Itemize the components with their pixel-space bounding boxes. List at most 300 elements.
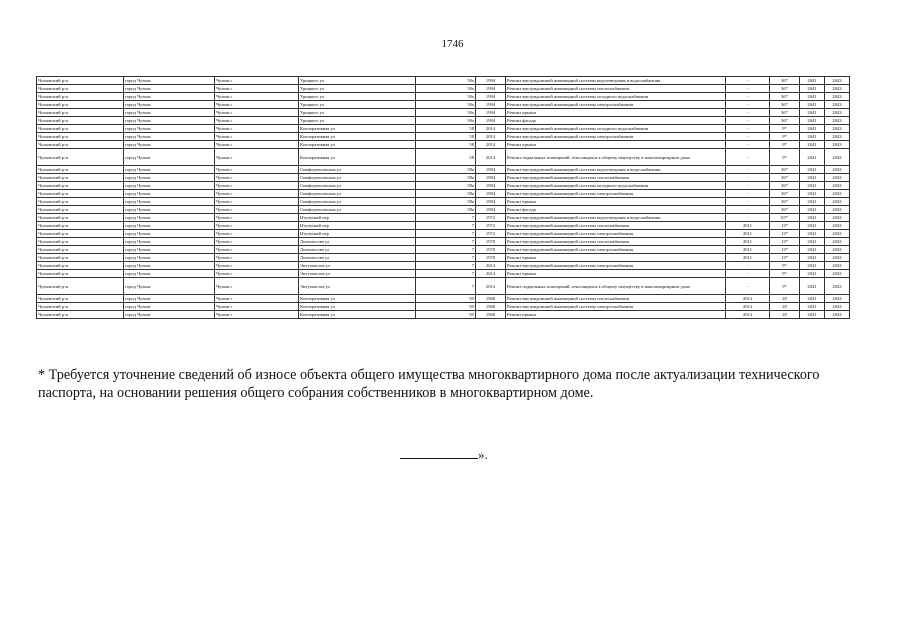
locality-cell: Чулым г [215,246,299,254]
locality-cell: Чулым г [215,222,299,230]
prev-repair-year-cell: - [726,198,770,206]
table-row [37,238,850,246]
period-end-cell: 2043 [825,222,850,230]
table-row [37,230,850,238]
wear-cell: 36* [770,77,800,85]
work-cell: Ремонт внутридомовой инженерной системы теплоснабжения [506,238,726,246]
work-cell: Ремонт внутридомовой инженерной системы электроснабжения [506,101,726,109]
street-cell: Урицкого ул [299,117,416,125]
table-row [37,182,850,190]
period-start-cell: 2041 [800,270,825,278]
locality-cell: Чулым г [215,303,299,311]
street-cell: Энтузиастов ул [299,278,416,295]
period-start-cell: 2041 [800,125,825,133]
street-cell: Урицкого ул [299,109,416,117]
period-end-cell: 2043 [825,311,850,319]
house-cell: 50а [416,109,476,117]
work-cell: Ремонт подвальных помещений, относящихся к общему имуществу в многоквартирном доме [506,149,726,166]
prev-repair-year-cell: - [726,149,770,166]
period-start-cell: 2041 [800,214,825,222]
period-start-cell: 2041 [800,109,825,117]
wear-cell: 36* [770,85,800,93]
street-cell: Урицкого ул [299,77,416,85]
work-cell: Ремонт внутридомовой инженерной системы водоотведения и водоснабжения [506,214,726,222]
settlement-cell: город Чулым [124,206,215,214]
prev-repair-year-cell: - [726,117,770,125]
period-end-cell: 2043 [825,85,850,93]
house-cell: 58 [416,149,476,166]
period-start-cell: 2041 [800,190,825,198]
wear-cell: 9* [770,278,800,295]
locality-cell: Чулым г [215,101,299,109]
period-start-cell: 2041 [800,222,825,230]
settlement-cell: город Чулым [124,174,215,182]
prev-repair-year-cell: - [726,214,770,222]
house-cell: 50а [416,77,476,85]
period-end-cell: 2043 [825,77,850,85]
year-cell: 1968 [476,295,506,303]
year-cell: 1972 [476,230,506,238]
house-cell: 58а [416,198,476,206]
settlement-cell: город Чулым [124,295,215,303]
locality-cell: Чулым г [215,133,299,141]
table-row [37,141,850,149]
district-cell: Чулымский р-н [37,295,124,303]
house-cell: 50а [416,85,476,93]
street-cell: Ломоносова ул [299,238,416,246]
district-cell: Чулымский р-н [37,109,124,117]
year-cell: 1994 [476,190,506,198]
locality-cell: Чулым г [215,85,299,93]
period-start-cell: 2041 [800,278,825,295]
work-cell: Ремонт крыши [506,254,726,262]
work-cell: Ремонт фасада [506,117,726,125]
house-cell: 7 [416,222,476,230]
footnote: * Требуется уточнение сведений об износе объекта общего имущества многоквартирного дома после актуализации технического паспорта, на основании решения общего собрания собственников в многоквартирном доме. [38,367,820,401]
district-cell: Чулымский р-н [37,182,124,190]
street-cell: Итульский пер [299,230,416,238]
period-end-cell: 2043 [825,141,850,149]
prev-repair-year-cell: - [726,206,770,214]
work-cell: Ремонт фасада [506,206,726,214]
table-row [37,190,850,198]
locality-cell: Чулым г [215,295,299,303]
period-start-cell: 2041 [800,206,825,214]
prev-repair-year-cell: - [726,182,770,190]
prev-repair-year-cell: - [726,133,770,141]
period-start-cell: 2041 [800,141,825,149]
settlement-cell: город Чулым [124,238,215,246]
work-cell: Ремонт внутридомовой инженерной системы теплоснабжения [506,85,726,93]
street-cell: Итульский пер [299,222,416,230]
table-row [37,93,850,101]
settlement-cell: город Чулым [124,311,215,319]
prev-repair-year-cell: - [726,125,770,133]
capital-repair-table [36,76,849,319]
table-row [37,206,850,214]
street-cell: Энтузиастов ул [299,270,416,278]
wear-cell: 9* [770,125,800,133]
street-cell: Симферопольская ул [299,190,416,198]
table-row [37,149,850,166]
wear-cell: 9* [770,270,800,278]
table-row [37,254,850,262]
period-end-cell: 2043 [825,238,850,246]
year-cell: 1994 [476,77,506,85]
district-cell: Чулымский р-н [37,214,124,222]
year-cell: 2014 [476,133,506,141]
house-cell: 58а [416,190,476,198]
period-end-cell: 2043 [825,303,850,311]
locality-cell: Чулым г [215,77,299,85]
prev-repair-year-cell: - [726,174,770,182]
table-row [37,295,850,303]
work-cell: Ремонт внутридомовой инженерной системы водоотведения и водоснабжения [506,77,726,85]
year-cell: 2014 [476,125,506,133]
wear-cell: 36* [770,93,800,101]
locality-cell: Чулым г [215,238,299,246]
house-cell: 50а [416,101,476,109]
period-end-cell: 2043 [825,262,850,270]
year-cell: 1994 [476,117,506,125]
district-cell: Чулымский р-н [37,303,124,311]
work-cell: Ремонт крыши [506,141,726,149]
district-cell: Чулымский р-н [37,166,124,174]
settlement-cell: город Чулым [124,214,215,222]
wear-cell: 28 [770,303,800,311]
wear-cell: 65* [770,214,800,222]
work-cell: Ремонт внутридомовой инженерной системы электроснабжения [506,246,726,254]
locality-cell: Чулым г [215,141,299,149]
year-cell: 1994 [476,109,506,117]
year-cell: 1972 [476,214,506,222]
settlement-cell: город Чулым [124,133,215,141]
prev-repair-year-cell: 2011 [726,222,770,230]
period-end-cell: 2043 [825,174,850,182]
locality-cell: Чулым г [215,262,299,270]
work-cell: Ремонт внутридомовой инженерной системы теплоснабжения [506,174,726,182]
locality-cell: Чулым г [215,117,299,125]
settlement-cell: город Чулым [124,230,215,238]
year-cell: 1994 [476,206,506,214]
wear-cell: 9* [770,133,800,141]
street-cell: Симферопольская ул [299,166,416,174]
settlement-cell: город Чулым [124,182,215,190]
work-cell: Ремонт внутридомовой инженерной системы холодного водоснабжения [506,125,726,133]
street-cell: Кооперативная ул [299,125,416,133]
year-cell: 2014 [476,149,506,166]
prev-repair-year-cell: - [726,141,770,149]
page-number: 1746 [441,38,464,50]
wear-cell: 13* [770,222,800,230]
street-cell: Симферопольская ул [299,198,416,206]
wear-cell: 13* [770,246,800,254]
year-cell: 2014 [476,270,506,278]
settlement-cell: город Чулым [124,222,215,230]
period-start-cell: 2041 [800,85,825,93]
period-start-cell: 2041 [800,117,825,125]
wear-cell: 9* [770,262,800,270]
prev-repair-year-cell: - [726,93,770,101]
house-cell: 58а [416,182,476,190]
prev-repair-year-cell: 2011 [726,238,770,246]
settlement-cell: город Чулым [124,278,215,295]
house-cell: 58а [416,174,476,182]
settlement-cell: город Чулым [124,109,215,117]
year-cell: 2014 [476,262,506,270]
wear-cell: 9* [770,149,800,166]
house-cell: 58а [416,166,476,174]
locality-cell: Чулым г [215,182,299,190]
street-cell: Урицкого ул [299,93,416,101]
prev-repair-year-cell: 2011 [726,246,770,254]
prev-repair-year-cell: - [726,77,770,85]
house-cell: 7 [416,254,476,262]
period-end-cell: 2043 [825,230,850,238]
prev-repair-year-cell: - [726,166,770,174]
wear-cell: 36* [770,190,800,198]
period-start-cell: 2041 [800,303,825,311]
prev-repair-year-cell: - [726,101,770,109]
period-start-cell: 2041 [800,149,825,166]
work-cell: Ремонт внутридомовой инженерной системы теплоснабжения [506,295,726,303]
wear-cell: 13* [770,230,800,238]
district-cell: Чулымский р-н [37,190,124,198]
period-end-cell: 2043 [825,93,850,101]
closing-mark: ». [478,447,488,462]
house-cell: 7 [416,214,476,222]
prev-repair-year-cell: - [726,190,770,198]
district-cell: Чулымский р-н [37,222,124,230]
period-start-cell: 2041 [800,311,825,319]
wear-cell: 28 [770,295,800,303]
period-start-cell: 2041 [800,230,825,238]
work-cell: Ремонт крыши [506,270,726,278]
work-cell: Ремонт внутридомовой инженерной системы электроснабжения [506,303,726,311]
locality-cell: Чулым г [215,270,299,278]
house-cell: 85 [416,295,476,303]
year-cell: 2014 [476,141,506,149]
wear-cell: 9* [770,141,800,149]
period-start-cell: 2041 [800,174,825,182]
settlement-cell: город Чулым [124,93,215,101]
house-cell: 7 [416,262,476,270]
table-row [37,198,850,206]
wear-cell: 36* [770,174,800,182]
period-start-cell: 2041 [800,254,825,262]
locality-cell: Чулым г [215,190,299,198]
period-end-cell: 2043 [825,149,850,166]
street-cell: Кооперативная ул [299,141,416,149]
street-cell: Ломоносова ул [299,246,416,254]
work-cell: Ремонт крыши [506,198,726,206]
wear-cell: 13* [770,254,800,262]
year-cell: 1994 [476,93,506,101]
locality-cell: Чулым г [215,149,299,166]
table-row [37,174,850,182]
district-cell: Чулымский р-н [37,174,124,182]
district-cell: Чулымский р-н [37,117,124,125]
wear-cell: 36* [770,206,800,214]
district-cell: Чулымский р-н [37,206,124,214]
work-cell: Ремонт внутридомовой инженерной системы электроснабжения [506,133,726,141]
work-cell: Ремонт внутридомовой инженерной системы теплоснабжения [506,222,726,230]
house-cell: 58 [416,125,476,133]
settlement-cell: город Чулым [124,262,215,270]
settlement-cell: город Чулым [124,166,215,174]
locality-cell: Чулым г [215,125,299,133]
table-row [37,85,850,93]
street-cell: Симферопольская ул [299,182,416,190]
district-cell: Чулымский р-н [37,246,124,254]
locality-cell: Чулым г [215,93,299,101]
period-start-cell: 2041 [800,101,825,109]
period-end-cell: 2043 [825,206,850,214]
locality-cell: Чулым г [215,311,299,319]
district-cell: Чулымский р-н [37,141,124,149]
period-start-cell: 2041 [800,198,825,206]
locality-cell: Чулым г [215,206,299,214]
settlement-cell: город Чулым [124,190,215,198]
prev-repair-year-cell: - [726,85,770,93]
closing-line [400,446,488,463]
period-start-cell: 2041 [800,246,825,254]
prev-repair-year-cell: 2011 [726,230,770,238]
district-cell: Чулымский р-н [37,311,124,319]
street-cell: Симферопольская ул [299,206,416,214]
house-cell: 7 [416,246,476,254]
period-start-cell: 2041 [800,166,825,174]
prev-repair-year-cell: 2013 [726,311,770,319]
period-end-cell: 2043 [825,182,850,190]
locality-cell: Чулым г [215,198,299,206]
district-cell: Чулымский р-н [37,149,124,166]
house-cell: 58 [416,141,476,149]
street-cell: Кооперативная ул [299,303,416,311]
locality-cell: Чулым г [215,109,299,117]
settlement-cell: город Чулым [124,141,215,149]
street-cell: Итульский пер [299,214,416,222]
house-cell: 58 [416,133,476,141]
period-end-cell: 2043 [825,133,850,141]
year-cell: 1994 [476,174,506,182]
year-cell: 2014 [476,278,506,295]
period-start-cell: 2041 [800,238,825,246]
table-body [37,77,850,319]
period-end-cell: 2043 [825,166,850,174]
district-cell: Чулымский р-н [37,238,124,246]
table-row [37,262,850,270]
table-row [37,101,850,109]
year-cell: 1972 [476,222,506,230]
table-row [37,125,850,133]
locality-cell: Чулым г [215,174,299,182]
period-end-cell: 2043 [825,214,850,222]
period-end-cell: 2043 [825,198,850,206]
wear-cell: 28 [770,311,800,319]
district-cell: Чулымский р-н [37,77,124,85]
locality-cell: Чулым г [215,230,299,238]
table-row [37,117,850,125]
wear-cell: 36* [770,117,800,125]
period-end-cell: 2043 [825,295,850,303]
year-cell: 1970 [476,246,506,254]
period-end-cell: 2043 [825,117,850,125]
table-row [37,270,850,278]
period-end-cell: 2043 [825,246,850,254]
wear-cell: 13* [770,238,800,246]
locality-cell: Чулым г [215,278,299,295]
work-cell: Ремонт крыши [506,311,726,319]
table-row [37,214,850,222]
year-cell: 1994 [476,85,506,93]
house-cell: 85 [416,311,476,319]
street-cell: Кооперативная ул [299,149,416,166]
locality-cell: Чулым г [215,214,299,222]
street-cell: Энтузиастов ул [299,262,416,270]
district-cell: Чулымский р-н [37,278,124,295]
work-cell: Ремонт подвальных помещений, относящихся к общему имуществу в многоквартирном доме [506,278,726,295]
year-cell: 1994 [476,166,506,174]
settlement-cell: город Чулым [124,270,215,278]
period-end-cell: 2043 [825,254,850,262]
locality-cell: Чулым г [215,254,299,262]
table-row [37,109,850,117]
street-cell: Кооперативная ул [299,295,416,303]
house-cell: 85 [416,303,476,311]
wear-cell: 36* [770,101,800,109]
work-cell: Ремонт внутридомовой инженерной системы холодного водоснабжения [506,93,726,101]
settlement-cell: город Чулым [124,125,215,133]
wear-cell: 36* [770,198,800,206]
district-cell: Чулымский р-н [37,262,124,270]
house-cell: 58а [416,206,476,214]
table-row [37,303,850,311]
street-cell: Кооперативная ул [299,311,416,319]
district-cell: Чулымский р-н [37,93,124,101]
street-cell: Кооперативная ул [299,133,416,141]
district-cell: Чулымский р-н [37,270,124,278]
settlement-cell: город Чулым [124,117,215,125]
table-row [37,246,850,254]
district-cell: Чулымский р-н [37,101,124,109]
district-cell: Чулымский р-н [37,125,124,133]
year-cell: 1994 [476,101,506,109]
wear-cell: 36* [770,182,800,190]
table-row [37,222,850,230]
table-row [37,77,850,85]
work-cell: Ремонт внутридомовой инженерной системы электроснабжения [506,190,726,198]
street-cell: Урицкого ул [299,85,416,93]
street-cell: Урицкого ул [299,101,416,109]
work-cell: Ремонт крыши [506,109,726,117]
work-cell: Ремонт внутридомовой инженерной системы водоотведения и водоснабжения [506,166,726,174]
period-end-cell: 2043 [825,190,850,198]
settlement-cell: город Чулым [124,149,215,166]
district-cell: Чулымский р-н [37,230,124,238]
table-row [37,133,850,141]
year-cell: 1968 [476,303,506,311]
district-cell: Чулымский р-н [37,133,124,141]
period-start-cell: 2041 [800,262,825,270]
period-start-cell: 2041 [800,182,825,190]
district-cell: Чулымский р-н [37,85,124,93]
period-start-cell: 2041 [800,93,825,101]
period-end-cell: 2043 [825,270,850,278]
locality-cell: Чулым г [215,166,299,174]
settlement-cell: город Чулым [124,254,215,262]
prev-repair-year-cell: - [726,270,770,278]
